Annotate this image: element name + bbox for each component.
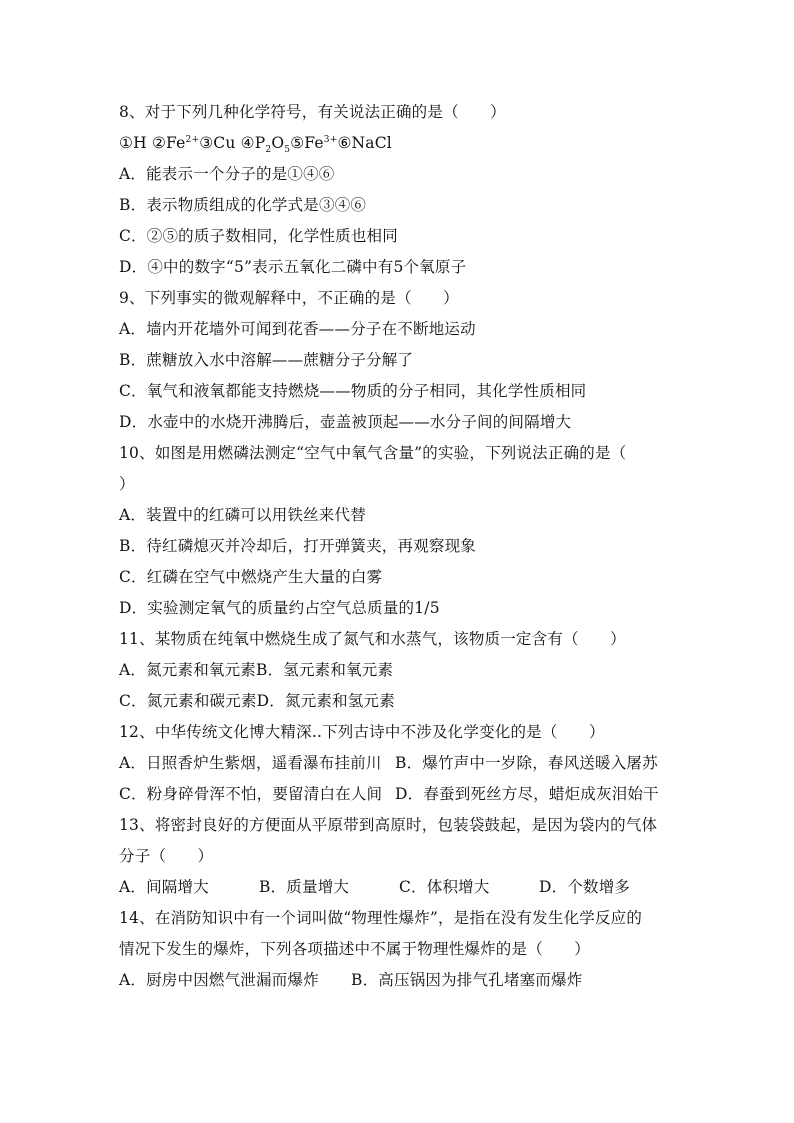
question-12-stem: 12、中华传统文化博大精深..下列古诗中不涉及化学变化的是（ ）: [119, 723, 605, 741]
question-10-stem-cont: ）: [119, 475, 135, 493]
question-8-option-a: A．能表示一个分子的是①④⑥: [119, 165, 335, 183]
question-11-options-ab: A．氮元素和氧元素B．氢元素和氧元素: [119, 661, 394, 679]
question-8-option-d: D．④中的数字“5”表示五氧化二磷中有5个氧原子: [119, 258, 467, 276]
question-14-stem-cont: 情况下发生的爆炸，下列各项描述中不属于物理性爆炸的是（ ）: [119, 940, 591, 958]
question-9-option-b: B．蔗糖放入水中溶解——蔗糖分子分解了: [119, 351, 414, 369]
question-9-stem: 9、下列事实的微观解释中，不正确的是（ ）: [119, 289, 459, 307]
symbol-text: O: [271, 134, 285, 152]
symbol-subscript: 2: [265, 145, 272, 156]
question-10-option-a: A．装置中的红磷可以用铁丝来代替: [119, 506, 366, 524]
question-8-stem: 8、对于下列几种化学符号，有关说法正确的是（ ）: [119, 103, 506, 121]
question-13-stem-cont: 分子（ ）: [119, 847, 214, 865]
question-12-option-d: D．春蚕到死丝方尽，蜡炬成灰泪始干: [395, 785, 659, 803]
question-13-option-d: D．个数增多: [539, 878, 631, 896]
question-13-stem: 13、将密封良好的方便面从平原带到高原时，包装袋鼓起，是因为袋内的气体: [119, 816, 658, 834]
question-11-stem: 11、某物质在纯氧中燃烧生成了氮气和水蒸气，该物质一定含有（ ）: [119, 630, 626, 648]
question-13-option-b: B．质量增大: [259, 878, 350, 896]
question-14-options-row-1: [119, 965, 679, 996]
question-9-option-c: C．氧气和液氧都能支持燃烧——物质的分子相同，其化学性质相同: [119, 382, 587, 400]
question-14-stem: 14、在消防知识中有一个词叫做“物理性爆炸”，是指在没有发生化学反应的: [119, 909, 643, 927]
symbol-text: ①H ②Fe: [119, 134, 186, 152]
question-10-option-c: C．红磷在空气中燃烧产生大量的白雾: [119, 568, 383, 586]
question-8-symbols: [119, 128, 679, 159]
question-10-option-d: D．实验测定氧气的质量约占空气总质量的1/5: [119, 599, 440, 617]
question-8-option-c: C．②⑤的质子数相同，化学性质也相同: [119, 227, 398, 245]
question-10-option-b: B．待红磷熄灭并冷却后，打开弹簧夹，再观察现象: [119, 537, 476, 555]
question-14-option-a: A．厨房中因燃气泄漏而爆炸: [119, 971, 319, 989]
symbol-subscript: 5: [284, 145, 291, 156]
question-12-options-row-1: [119, 748, 679, 779]
question-10-stem: 10、如图是用燃磷法测定“空气中氧气含量”的实验，下列说法正确的是（: [119, 444, 627, 462]
symbol-text: ⑥NaCl: [337, 134, 392, 152]
question-12-options-row-2: [119, 779, 679, 810]
symbol-charge: 2+: [185, 134, 200, 145]
question-14-option-b: B．高压锅因为排气孔堵塞而爆炸: [351, 971, 583, 989]
symbol-text: ③Cu ④P: [199, 134, 266, 152]
question-9-option-d: D．水壶中的水烧开沸腾后，壶盖被顶起——水分子间的间隔增大: [119, 413, 572, 431]
question-12-option-a: A．日照香炉生紫烟，遥看瀑布挂前川: [119, 754, 382, 772]
question-9-option-a: A．墙内开花墙外可闻到花香——分子在不断地运动: [119, 320, 476, 338]
question-8-option-b: B．表示物质组成的化学式是③④⑥: [119, 196, 367, 214]
question-12-option-b: B．爆竹声中一岁除，春风送暖入屠苏: [395, 754, 658, 772]
question-13-options: [119, 872, 679, 903]
symbol-charge: 3+: [323, 134, 338, 145]
question-11-options-cd: C．氮元素和碳元素D．氮元素和氢元素: [119, 692, 395, 710]
question-12-option-c: C．粉身碎骨浑不怕，要留清白在人间: [119, 785, 383, 803]
question-list: [119, 97, 679, 996]
question-13-option-a: A．间隔增大: [119, 878, 209, 896]
symbol-text: ⑤Fe: [290, 134, 324, 152]
question-13-option-c: C．体积增大: [399, 878, 490, 896]
